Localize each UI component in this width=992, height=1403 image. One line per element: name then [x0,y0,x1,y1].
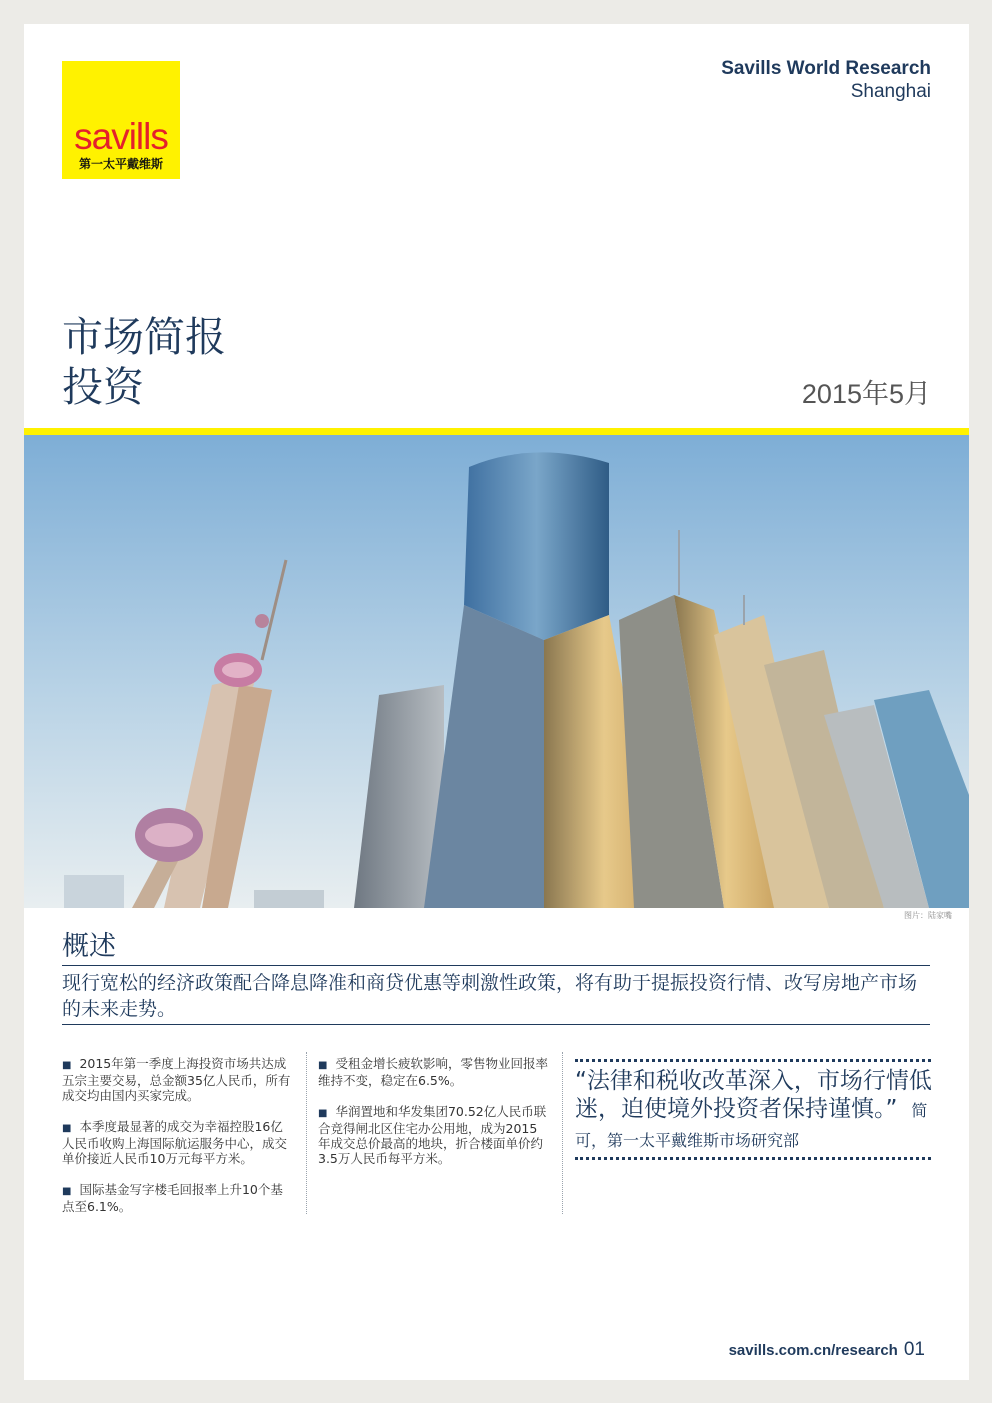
report-date: 2015年5月 [801,379,931,409]
savills-logo [62,61,180,179]
bullet-item: ■ 受租金增长疲软影响，零售物业回报率维持不变，稳定在6.5%。 [318,1056,548,1088]
bullet-square-icon: ■ [62,1123,72,1134]
brand-city: Shanghai [850,81,931,102]
bullet-square-icon: ■ [62,1186,72,1197]
footer-url[interactable]: savills.com.cn/research [728,1342,898,1359]
pull-quote [575,1067,935,1155]
column-divider [306,1052,307,1214]
column-divider [562,1052,563,1214]
bullet-item: ■ 本季度最显著的成交为幸福控股16亿人民币收购上海国际航运服务中心，成交单价接近人民币10万元每平方米。 [62,1119,288,1166]
report-title: 市场简报 [62,313,226,361]
brand-title: Savills World Research [721,58,931,79]
quote-dotted-rule-top [575,1059,931,1062]
logo-chinese-name: 第一太平戴维斯 [78,157,163,171]
overview-heading: 概述 [62,931,116,962]
yellow-divider [24,428,969,435]
bullet-column-1 [62,1056,294,1230]
bullet-item: ■ 2015年第一季度上海投资市场共达成五宗主要交易，总金额35亿人民币，所有成交均由国内买家完成。 [62,1056,291,1103]
page-number: 01 [903,1339,925,1360]
photo-credit: 图片：陆家嘴 [904,911,952,920]
bullet-square-icon: ■ [318,1108,328,1119]
overview-rule-top [62,965,930,966]
hero-skyline-photo [24,435,969,908]
quote-text: “法律和税收改革深入，市场行情低迷，迫使境外投资者保持谨慎。” [575,1068,932,1122]
footer [729,1339,925,1361]
bullet-item: ■ 华润置地和华发集团70.52亿人民币联合竞得闸北区住宅办公用地，成为2015年成交总价最高的地块，折合楼面单价约3.5万人民币每平方米。 [318,1104,547,1166]
overview-summary: 现行宽松的经济政策配合降息降准和商贷优惠等刺激性政策，将有助于提振投资行情、改写房地产市场的未来走势。 [62,972,918,1020]
bullet-square-icon: ■ [62,1060,72,1071]
quote-dotted-rule-bottom [575,1157,931,1160]
bullet-item: ■ 国际基金写字楼毛回报率上升10个基点至6.1%。 [62,1182,283,1214]
report-subtitle: 投资 [62,363,144,411]
bullet-square-icon: ■ [318,1060,328,1071]
overview-rule-bottom [62,1024,930,1025]
logo-wordmark: savills [74,116,168,157]
report-page [24,24,969,1380]
bullet-column-2 [318,1056,548,1182]
quote-attribution: 简可，第一太平戴维斯市场研究部 [575,1101,928,1150]
